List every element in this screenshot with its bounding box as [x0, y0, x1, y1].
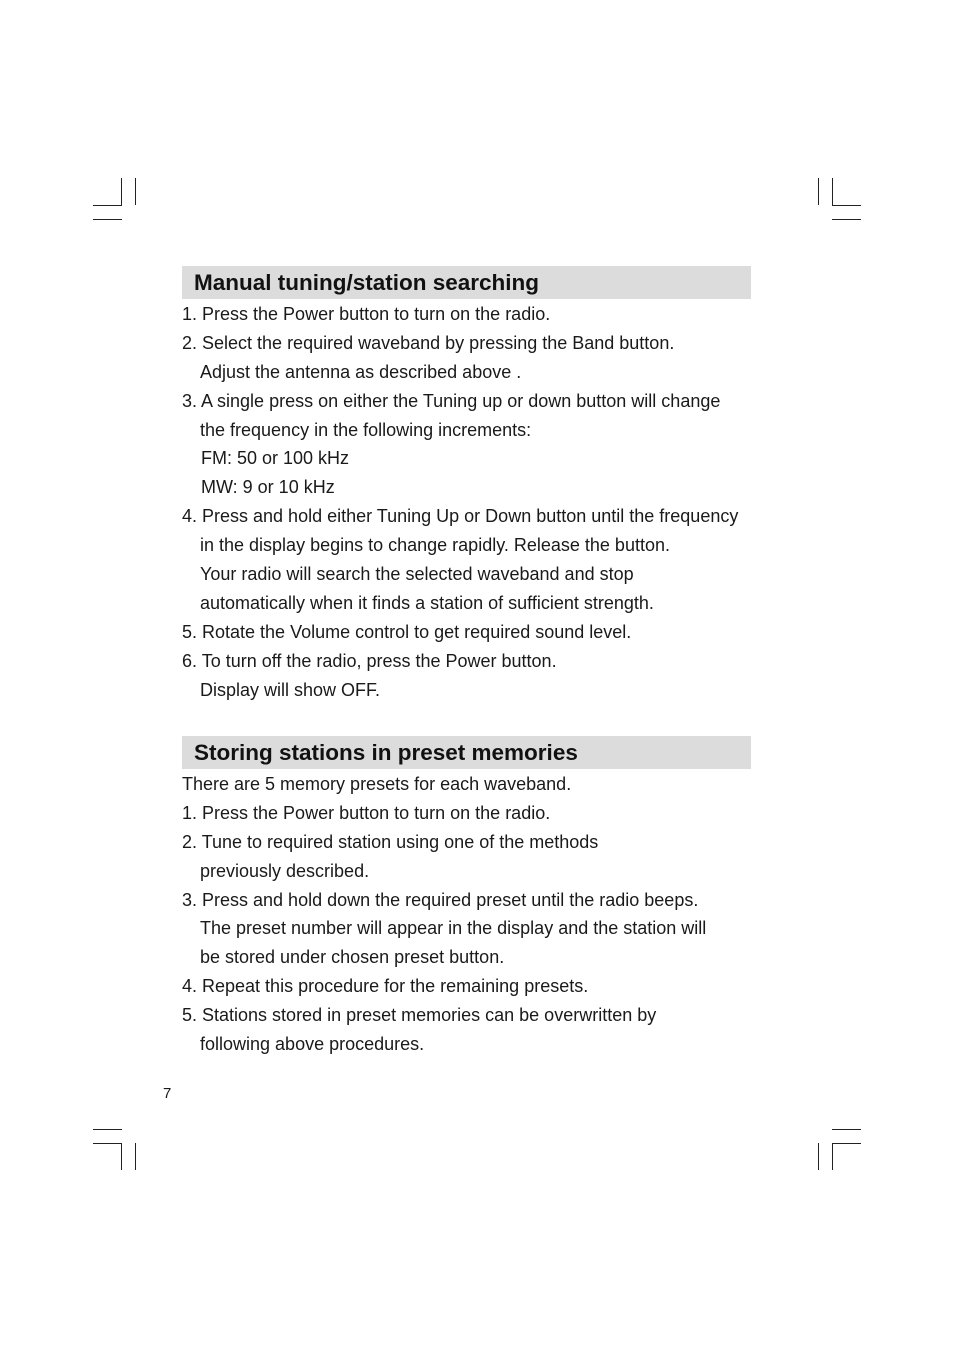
instruction-line: 3. Press and hold down the required preset until the radio beeps.: [182, 889, 699, 910]
section-manual-tuning: [182, 266, 751, 704]
instruction-line: Adjust the antenna as described above .: [200, 361, 522, 382]
crop-mark: [93, 205, 122, 206]
instruction-line: FM: 50 or 100 kHz: [201, 448, 350, 469]
crop-mark: [121, 178, 122, 205]
instruction-line: be stored under chosen preset button.: [200, 947, 505, 968]
section-preset-memories: [182, 736, 751, 1059]
instruction-line: the frequency in the following increments:: [200, 419, 532, 440]
instruction-line: 5. Stations stored in preset memories can be overwritten by: [182, 1005, 657, 1026]
crop-mark: [121, 1143, 122, 1170]
instruction-line: 1. Press the Power button to turn on the radio.: [182, 802, 551, 823]
instruction-line: 2. Tune to required station using one of the methods: [182, 831, 599, 852]
crop-mark: [93, 219, 122, 220]
crop-mark: [135, 178, 136, 205]
instruction-line: 1. Press the Power button to turn on the radio.: [182, 304, 551, 324]
crop-mark: [832, 178, 833, 205]
instruction-line: in the display begins to change rapidly. Release the button.: [200, 535, 670, 556]
section-heading: Manual tuning/station searching: [182, 266, 751, 299]
instruction-line: previously described.: [200, 860, 370, 881]
instruction-line: automatically when it finds a station of sufficient strength.: [200, 592, 654, 613]
instruction-list: [182, 770, 751, 1059]
crop-mark: [832, 1129, 861, 1130]
crop-mark: [832, 1143, 861, 1144]
crop-mark: [832, 1143, 833, 1170]
crop-mark: [135, 1143, 136, 1170]
instruction-line: 5. Rotate the Volume control to get required sound level.: [182, 621, 632, 642]
instruction-line: The preset number will appear in the display and the station will: [200, 918, 707, 939]
instruction-line: There are 5 memory presets for each waveband.: [182, 774, 572, 794]
crop-mark: [832, 205, 861, 206]
instruction-line: 6. To turn off the radio, press the Power button.: [182, 650, 557, 671]
instruction-line: MW: 9 or 10 kHz: [201, 477, 335, 498]
instruction-list: [182, 300, 751, 704]
instruction-line: 4. Repeat this procedure for the remaining presets.: [182, 976, 589, 997]
instruction-line: following above procedures.: [200, 1034, 425, 1055]
page-number: 7: [163, 1085, 172, 1102]
instruction-line: 4. Press and hold either Tuning Up or Down button until the frequency: [182, 506, 739, 527]
crop-mark: [818, 1143, 819, 1170]
crop-mark: [93, 1129, 122, 1130]
section-heading: Storing stations in preset memories: [182, 736, 751, 769]
instruction-line: 3. A single press on either the Tuning up or down button will change: [182, 390, 721, 411]
crop-mark: [832, 219, 861, 220]
instruction-line: 2. Select the required waveband by pressing the Band button.: [182, 332, 675, 353]
instruction-line: Your radio will search the selected waveband and stop: [200, 564, 634, 585]
crop-mark: [93, 1143, 122, 1144]
instruction-line: Display will show OFF.: [200, 679, 381, 700]
crop-mark: [818, 178, 819, 205]
